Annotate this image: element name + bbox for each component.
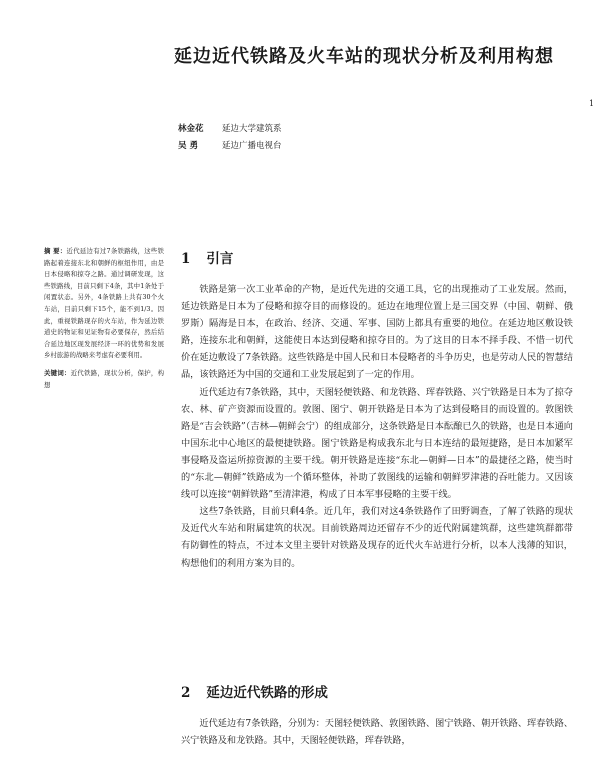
abstract-block [44, 246, 164, 391]
abstract-paragraph [44, 246, 164, 362]
author-affiliation: 延边广播电视台 [222, 141, 282, 151]
body-paragraph: 铁路是第一次工业革命的产物，是近代先进的交通工具，它的出现推动了工业发展。然而，延边铁路是日本为了侵略和掠夺目的而修设的。延边在地理位置上是三国交界（中国、朝鲜、俄罗斯）隔海是日本，在政治、经济、交通、军事、国防上都具有重要的地位。在延边地区敷设铁路，连接东北和朝鲜，这能使日本达到侵略和掠夺目的。为了这目的日本不择手段、不惜一切代价在延边敷设了7条铁路。这些铁路是中国人民和日本侵略者的斗争历史，也是劳动人民的智慧结晶，该铁路还为中国的交通和工业发展起到了一定的作用。 [181, 284, 573, 381]
section-title: 延边近代铁路的形成 [206, 685, 328, 701]
section-number: 1 [181, 251, 191, 267]
section-title: 引言 [206, 251, 234, 267]
keywords-label: 关键词： [44, 368, 71, 377]
section-body-introduction [181, 281, 573, 572]
section-heading-introduction [181, 250, 233, 268]
author-name: 林金花 [178, 124, 204, 134]
body-paragraph: 近代延边有7条铁路，其中，天图轻便铁路、和龙铁路、珲春铁路、兴宁铁路是日本为了掠夺农、林、矿产资源而设置的。敦图、图宁、朝开铁路是日本为了达到侵略目的而设置的。敦图铁路是“吉会铁路”（吉林—朝鲜会宁）的组成部分，这条铁路是日本酝酿已久的铁路，也是日本通向中国东北中心地区的最便捷铁路。图宁铁路是构成我东北与日本连结的最短捷路，是日本加紧军事侵略及盗运所掠资源的主要干线。朝开铁路是连接“东北—朝鲜—日本”的最捷径之路，使当时的“东北—朝鲜”铁路成为一个循环整体，补助了敦图线的运输和朝鲜罗津港的吞吐能力。又因该线可以连接“朝鲜铁路”至清津港，构成了日本军事侵略的主要干线。 [181, 386, 573, 501]
section-heading-formation [181, 684, 328, 702]
abstract-label: 摘 要： [44, 247, 67, 255]
section-body-formation [181, 715, 573, 765]
author-block [178, 121, 282, 155]
author-row-1 [178, 121, 282, 138]
author-row-2 [178, 138, 282, 155]
paper-title: 延边近代铁路及火车站的现状分析及利用构想 [174, 46, 554, 67]
author-name: 吴 勇 [178, 141, 198, 151]
section-number: 2 [181, 685, 191, 701]
keywords-text: 近代铁路，现状分析，保护，构想 [44, 368, 165, 389]
body-paragraph: 这些7条铁路，目前只剩4条。近几年，我们对这4条铁路作了田野调查，了解了铁路的现状及近代火车站和附属建筑的状况。目前铁路周边还留存不少的近代附属建筑群，这些建筑群都带有防御性的特点，不过本文里主要针对铁路及现存的近代火车站进行分析，以本人浅薄的知识，构想他们的利用方案为目的。 [181, 506, 573, 569]
keywords-paragraph [44, 368, 164, 391]
page-margin-mark: 1 [589, 99, 595, 108]
body-paragraph: 近代延边有7条铁路，分别为：天图轻便铁路、敦图铁路、图宁铁路、朝开铁路、珲春铁路、兴宁铁路及和龙铁路。其中，天图轻便铁路，珲春铁路， [181, 718, 573, 747]
author-affiliation: 延边大学建筑系 [222, 124, 282, 134]
abstract-text: 近代延边有过7条铁路线，这些铁路起着连接东北和朝鲜的枢纽作用，由是日本侵略和掠夺之路。通过调研发现，这些铁路线，目前只剩下4条，其中1条处于闲置状态。另外，4条铁路上共有30个火车站，目前只剩下15个，能不到1/3。因此，重视铁路现存的火车站，作为延边铁道史的物证和见证物有必要保存，然后结合延边地区现发展经济一环的优势和发展乡村旅游的战略来考虑有必要利用。 [44, 247, 164, 360]
